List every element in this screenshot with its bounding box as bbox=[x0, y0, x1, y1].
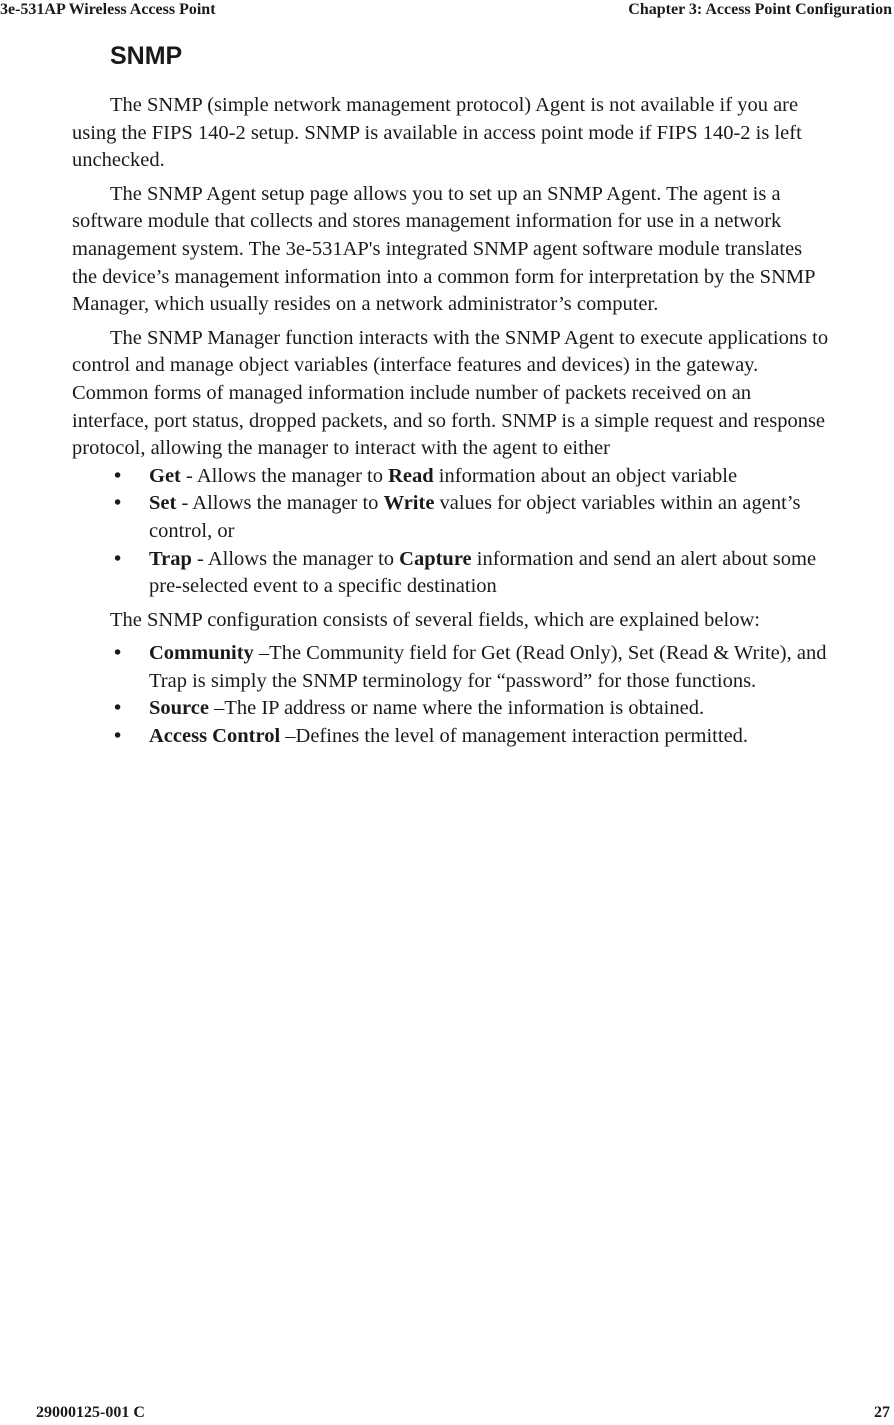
item-text: information about an object variable bbox=[433, 464, 738, 487]
term-trap: Trap bbox=[149, 547, 192, 570]
fields-list bbox=[72, 640, 832, 750]
bullet-icon: • bbox=[114, 725, 122, 748]
bullet-icon: • bbox=[114, 547, 122, 570]
item-text: –The IP address or name where the information is obtained. bbox=[208, 697, 705, 720]
bullet-icon: • bbox=[114, 697, 122, 720]
header-chapter-title: Chapter 3: Access Point Configuration bbox=[628, 1, 892, 18]
keyword-capture: Capture bbox=[399, 547, 472, 570]
paragraph-configuration-intro: The SNMP configuration consists of several fields, which are explained below: bbox=[110, 608, 760, 631]
body-text bbox=[72, 92, 832, 757]
item-text: - Allows the manager to bbox=[176, 492, 384, 515]
section-title: SNMP bbox=[110, 42, 183, 70]
bullet-icon: • bbox=[114, 464, 122, 487]
paragraph-manager-function: The SNMP Manager function interacts with the SNMP Agent to execute applications to control and manage object variables (interface features and devices) in the gateway. Common forms of managed information include number of packets received on an interface, port status, dropped packets, and so forth. SNMP is a simple request and response protocol, allowing the manager to interact with the agent to either bbox=[72, 326, 829, 460]
item-text: - Allows the manager to bbox=[180, 464, 389, 487]
bullet-icon: • bbox=[114, 492, 122, 515]
operations-list bbox=[72, 463, 832, 601]
term-access-control: Access Control bbox=[149, 725, 281, 748]
footer-document-number: 29000125-001 C bbox=[36, 1404, 145, 1421]
term-set: Set bbox=[149, 492, 177, 515]
keyword-write: Write bbox=[383, 492, 435, 515]
list-item-source bbox=[72, 695, 832, 723]
header-document-title: 3e-531AP Wireless Access Point bbox=[0, 1, 216, 18]
term-get: Get bbox=[149, 464, 181, 487]
item-text: –Defines the level of management interaction permitted. bbox=[280, 725, 749, 748]
term-source: Source bbox=[149, 697, 209, 720]
list-item-community bbox=[72, 640, 832, 695]
item-text: - Allows the manager to bbox=[191, 547, 400, 570]
item-text: values for object variables within an agent’s control, or bbox=[149, 492, 801, 542]
list-item-get bbox=[72, 463, 832, 491]
item-text: –The Community field for Get (Read Only), Set (Read & Write), and Trap is simply the SNMP terminology for “password” for those functions. bbox=[149, 642, 827, 692]
paragraph-fips-availability: The SNMP (simple network management protocol) Agent is not available if you are using the FIPS 140-2 setup. SNMP is available in access point mode if FIPS 140-2 is left unchecked. bbox=[72, 94, 802, 172]
footer-page-number: 27 bbox=[874, 1404, 890, 1421]
list-item-access-control bbox=[72, 723, 832, 751]
term-community: Community bbox=[149, 642, 254, 665]
bullet-icon: • bbox=[114, 642, 122, 665]
list-item-trap bbox=[72, 546, 832, 601]
running-header bbox=[0, 0, 894, 22]
item-text: information and send an alert about some pre-selected event to a specific destination bbox=[149, 547, 817, 598]
list-item-set bbox=[72, 490, 832, 545]
keyword-read: Read bbox=[388, 464, 434, 487]
paragraph-agent-setup: The SNMP Agent setup page allows you to set up an SNMP Agent. The agent is a software module that collects and stores management information for use in a network management system. The 3e-531AP's integrated SNMP agent software module translates the device’s management information into a common form for interpretation by the SNMP Manager, which usually resides on a network administrator’s computer. bbox=[72, 182, 815, 316]
